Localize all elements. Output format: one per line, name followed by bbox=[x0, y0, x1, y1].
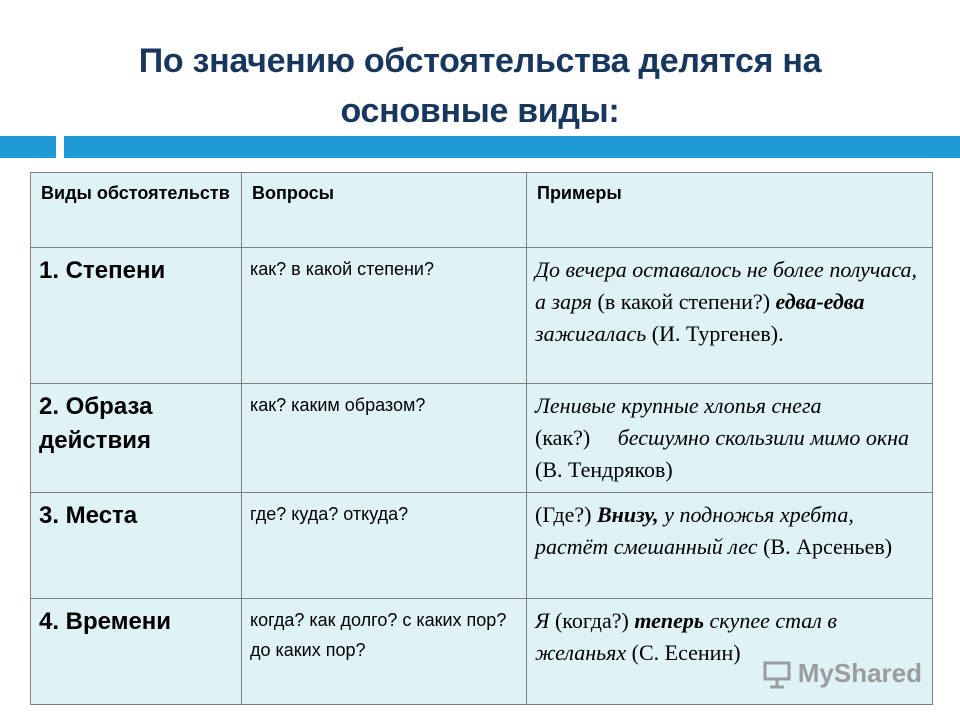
header-examples: Примеры bbox=[527, 173, 933, 248]
example-text: зажигалась bbox=[535, 321, 652, 346]
table-row bbox=[31, 248, 933, 384]
header-types: Виды обстоятельств bbox=[31, 173, 242, 248]
row-questions: когда? как долго? с каких пор? до каких пор? bbox=[242, 599, 527, 705]
accent-bar-wide bbox=[64, 136, 960, 158]
row-type: 2. Образа действия bbox=[31, 384, 242, 493]
row-type: 1. Степени bbox=[31, 248, 242, 384]
table-header-row bbox=[31, 173, 933, 248]
slide-title-line-2: основные виды: bbox=[340, 92, 620, 130]
example-author: (В. Арсеньев) bbox=[763, 534, 893, 559]
header-questions: Вопросы bbox=[242, 173, 527, 248]
example-question: (как?) bbox=[535, 425, 618, 450]
example-adverbial: Внизу, bbox=[596, 502, 659, 527]
accent-bar-small bbox=[0, 136, 56, 158]
adverbial-types-table bbox=[30, 172, 933, 705]
example-adverbial: теперь bbox=[634, 608, 704, 633]
example-text: скупее стал в желаньях bbox=[535, 608, 837, 665]
example-text: До вечера оставалось не более получаса, а заря bbox=[535, 257, 918, 314]
row-type: 4. Времени bbox=[31, 599, 242, 705]
example-question: (в какой степени?) bbox=[597, 289, 776, 314]
example-text: Я bbox=[535, 608, 555, 633]
slide-title-line-1: По значению обстоятельства делятся на bbox=[138, 42, 822, 80]
example-author: (И. Тургенев). bbox=[651, 321, 784, 346]
row-type: 3. Места bbox=[31, 493, 242, 599]
row-example bbox=[527, 384, 933, 493]
watermark-text: MyShared bbox=[797, 658, 922, 688]
slide-title bbox=[60, 36, 900, 136]
presentation-board-icon bbox=[762, 659, 792, 689]
example-question: (когда?) bbox=[554, 608, 635, 633]
example-text: бесшумно скользили мимо окна bbox=[617, 425, 910, 450]
watermark bbox=[762, 658, 922, 689]
example-author: (В. Тендряков) bbox=[535, 457, 673, 482]
row-questions: как? каким образом? bbox=[242, 384, 527, 493]
example-text: Ленивые крупные хлопья снега bbox=[535, 393, 822, 418]
row-example bbox=[527, 248, 933, 384]
row-questions: как? в какой степени? bbox=[242, 248, 527, 384]
example-text: у подножья хребта, растёт смешанный лес bbox=[535, 502, 854, 559]
example-question: (Где?) bbox=[535, 502, 597, 527]
row-questions: где? куда? откуда? bbox=[242, 493, 527, 599]
example-adverbial: едва-едва bbox=[775, 289, 865, 314]
example-author: (С. Есенин) bbox=[631, 640, 741, 665]
table-row bbox=[31, 493, 933, 599]
row-example bbox=[527, 493, 933, 599]
table-row bbox=[31, 384, 933, 493]
